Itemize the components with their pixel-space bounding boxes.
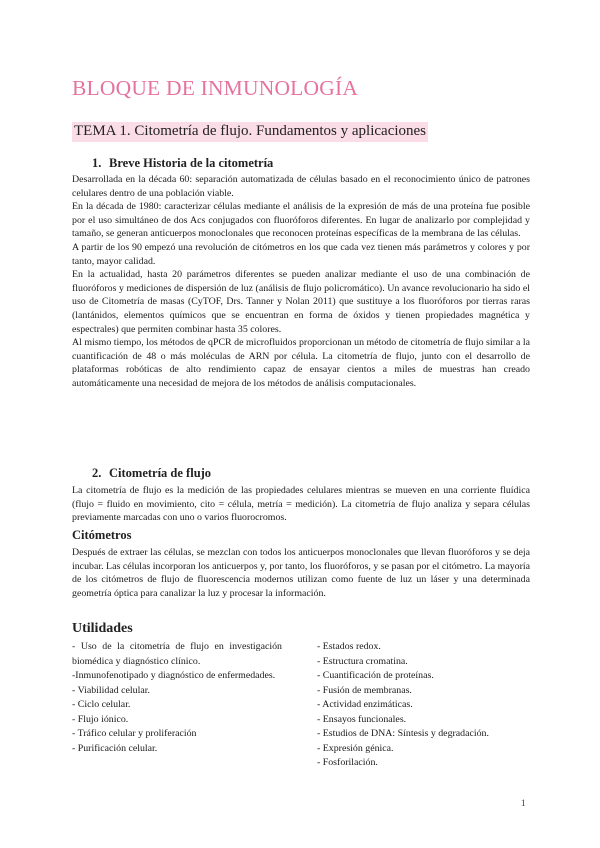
list-item: - Tráfico celular y proliferación xyxy=(72,728,197,739)
section-2-heading xyxy=(92,466,211,481)
paragraph: A partir de los 90 empezó una revolución de citómetros en los que cada vez tienen más parámetros y colores y por tanto, mayor calidad. xyxy=(72,241,530,267)
citometros-heading: Citómetros xyxy=(72,528,132,542)
utilidades-right-column xyxy=(317,640,532,771)
utilidades-heading: Utilidades xyxy=(72,621,133,636)
list-item: - Purificación celular. xyxy=(72,742,158,754)
list-item: -Inmunofenotipado y diagnóstico de enfermedades. xyxy=(72,670,276,681)
paragraph: Después de extraer las células, se mezclan con todos los anticuerpos monoclonales que llevan fluoróforos y se deja incubar. Las células incorporan los anticuerpos y, por tanto, los fluoróforos, y se pasan por el citómetro. La mayoría de los citómetros de flujo de fluorescencia modernos utilizan como fuente de luz un láser y una determinada geometría óptica para canalizar la luz y procesar la información. xyxy=(72,547,530,599)
section-1-heading xyxy=(92,156,273,171)
paragraph: La citometría de flujo es la medición de las propiedades celulares mientras se mueven en una corriente fluídica (flujo = fluido en movimiento, cito = célula, metría = medición). La citometría de flujo analiza y separa células previamente marcadas con uno o varios fluorocromos. xyxy=(72,485,530,524)
list-item: - Fosforilación. xyxy=(317,757,378,768)
list-item: - Estados redox. xyxy=(317,641,381,652)
list-item: - Cuantificación de proteínas. xyxy=(317,670,434,681)
section-2-number: 2. xyxy=(92,466,102,480)
list-item: - Ciclo celular. xyxy=(72,699,131,710)
list-item: - Estudios de DNA: Síntesis y degradación. xyxy=(317,728,489,739)
list-item: - Expresión génica. xyxy=(317,742,394,754)
paragraph: En la década de 1980: caracterizar células mediante el análisis de la expresión de más de una proteína fue posible por el uso simultáneo de dos Acs conjugados con fluoróforos diferentes. En lugar de analizarlo por complejidad y tamaño, se generan anticuerpos monoclonales que reconocen proteínas específicas de la membrana de las células. xyxy=(72,201,530,240)
page-number: 1 xyxy=(521,798,526,808)
document-title: BLOQUE DE INMUNOLOGÍA xyxy=(72,76,359,100)
paragraph: Al mismo tiempo, los métodos de qPCR de microfluidos proporcionan un método de citometría de flujo similar a la cuantificación de 48 o más moléculas de ARN por célula. La citometría de flujo, junto con el desarrollo de plataformas robóticas de alto rendimiento capaz de ensayar cientos a miles de muestras han creado automáticamente una necesidad de mejora de los métodos de análisis computacionales. xyxy=(72,337,530,389)
list-item: - Ensayos funcionales. xyxy=(317,713,407,725)
section-2-body xyxy=(72,484,530,525)
list-item: - Viabilidad celular. xyxy=(72,684,150,696)
paragraph: En la actualidad, hasta 20 parámetros diferentes se pueden analizar mediante el uso de una combinación de fluoróforos y mediciones de dispersión de luz (análisis de flujo policromático). Un avance revolucionario ha sido el uso de Citometría de masas (CyTOF, Drs. Tanner y Nolan 2011) que sustituye a los fluoróforos por tierras raras (lantánidos, elementos químicos que se encuentran en forma de óxidos y tienen propiedades magnética y espectrales) que permiten combinar hasta 35 colores. xyxy=(72,269,530,335)
list-item: - Actividad enzimáticas. xyxy=(317,699,413,710)
tema-title: TEMA 1. Citometría de flujo. Fundamentos y aplicaciones xyxy=(72,122,428,142)
section-1-body xyxy=(72,173,530,391)
section-1-title: Breve Historia de la citometría xyxy=(109,156,274,170)
paragraph: Desarrollada en la década 60: separación automatizada de células basado en el reconocimiento único de patrones celulares dentro de una población viable. xyxy=(72,174,530,199)
list-item: - Uso de la citometría de flujo en investigación biomédica y diagnóstico clínico. xyxy=(72,641,282,667)
utilidades-left-column xyxy=(72,640,282,756)
section-2-title: Citometría de flujo xyxy=(109,466,212,480)
citometros-body xyxy=(72,546,530,600)
list-item: - Flujo iónico. xyxy=(72,713,129,725)
list-item: - Estructura cromatina. xyxy=(317,655,408,667)
section-1-number: 1. xyxy=(92,156,102,170)
list-item: - Fusión de membranas. xyxy=(317,684,412,696)
